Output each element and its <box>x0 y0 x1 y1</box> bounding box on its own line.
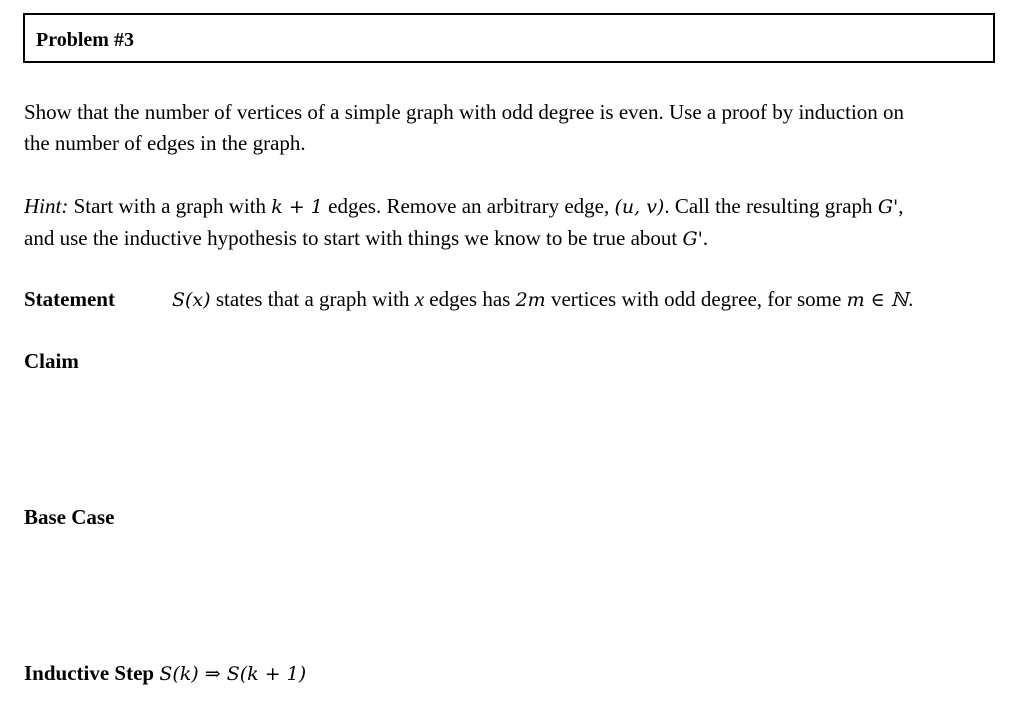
hint-part3: . Call the resulting graph <box>664 194 878 218</box>
hint-math-edge-uv: (u, v) <box>614 196 665 218</box>
problem-title: Problem #3 <box>36 29 134 51</box>
statement-var-x: x <box>414 287 425 311</box>
hint-math-g-prime-2: G' <box>682 228 703 250</box>
inductive-step-row <box>24 660 306 687</box>
hint-part4: , <box>898 194 904 218</box>
statement-math-m-in-n: m ∈ ℕ <box>846 289 909 311</box>
problem-header-box <box>23 13 995 63</box>
statement-part3: vertices with odd degree, for some <box>545 287 847 311</box>
hint-line-2 <box>24 223 999 255</box>
claim-label: Claim <box>24 349 79 373</box>
statement-part2: edges has <box>424 287 516 311</box>
inductive-step-math: S(k) ⇒ S(k + 1) <box>159 663 307 685</box>
hint-label: Hint: <box>24 194 69 218</box>
hint-line-1 <box>24 191 999 223</box>
statement-text <box>172 286 913 313</box>
base-case-label: Base Case <box>24 505 115 529</box>
statement-math-2m: 2m <box>515 289 546 311</box>
hint-math-g-prime: G' <box>877 196 899 218</box>
statement-part4: . <box>908 287 914 311</box>
question-text <box>24 97 999 159</box>
statement-math-sx: S(x) <box>172 289 211 311</box>
hint-line2-part2: . <box>702 226 709 250</box>
hint-part1: Start with a graph with <box>68 194 272 218</box>
hint-part2: edges. Remove an arbitrary edge, <box>322 194 615 218</box>
statement-label: Statement <box>24 287 115 311</box>
hint-paragraph <box>24 191 999 255</box>
question-line-1: Show that the number of vertices of a simple graph with odd degree is even. Use a proof by induction on <box>24 100 905 124</box>
hint-math-k-plus-1: k + 1 <box>271 196 323 218</box>
question-line-2: the number of edges in the graph. <box>24 131 306 155</box>
hint-line2-part1: and use the inductive hypothesis to start with things we know to be true about <box>24 226 683 250</box>
statement-part1: states that a graph with <box>210 287 415 311</box>
inductive-step-label: Inductive Step <box>24 661 155 685</box>
